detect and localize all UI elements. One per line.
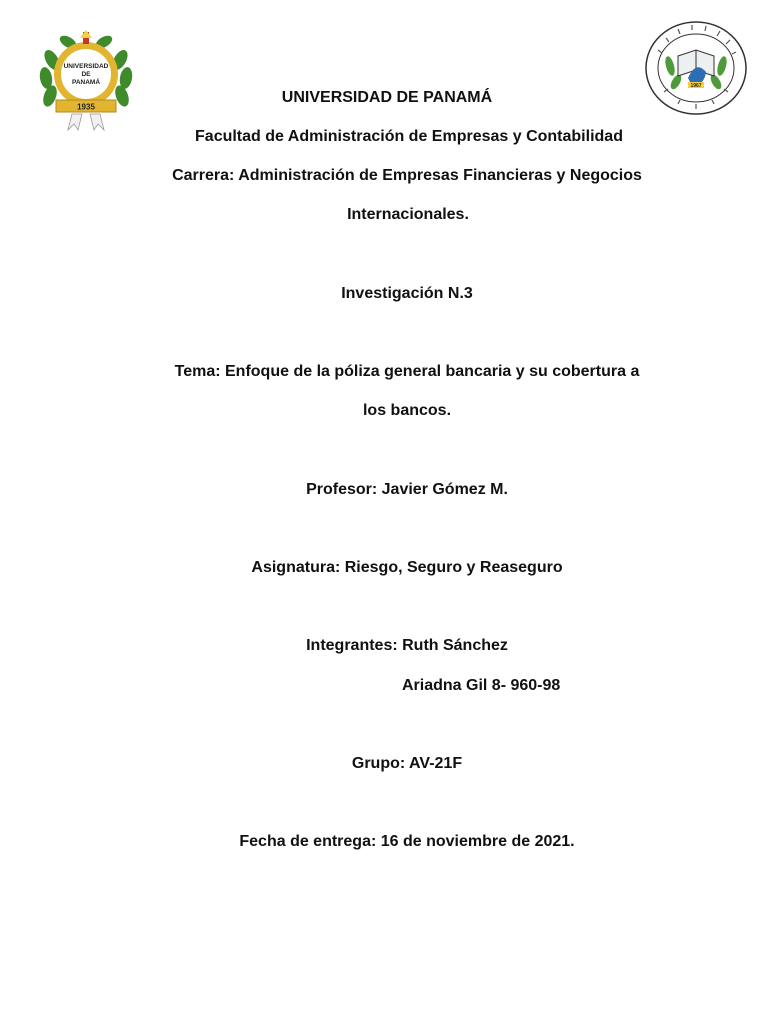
crest-text-line1: UNIVERSIDAD (63, 63, 109, 70)
career-line-1: Carrera: Administración de Empresas Financieras y Negocios (172, 167, 642, 184)
professor: Profesor: Javier Gómez M. (306, 481, 508, 498)
member-2: Ariadna Gil 8- 960-98 (402, 677, 561, 694)
investigation-title: Investigación N.3 (341, 285, 473, 302)
seal-year: 1967 (690, 83, 702, 89)
topic-line-2: los bancos. (362, 402, 452, 419)
group: Grupo: AV-21F (351, 755, 463, 772)
subject: Asignatura: Riesgo, Seguro y Reaseguro (251, 559, 563, 576)
faculty-title: Facultad de Administración de Empresas y Contabilidad (195, 128, 623, 145)
members-line: Integrantes: Ruth Sánchez (306, 637, 508, 654)
university-title: UNIVERSIDAD DE PANAMÁ (281, 89, 493, 106)
crest-year: 1935 (77, 102, 95, 112)
due-date: Fecha de entrega: 16 de noviembre de 2021. (239, 833, 575, 850)
career-line-2: Internacionales. (347, 206, 469, 223)
crest-text-line2: DE (81, 71, 91, 78)
topic-line-1: Tema: Enfoque de la póliza general bancaria y su cobertura a (174, 363, 640, 380)
university-crest-icon (38, 30, 134, 134)
crest-text-line3: PANAMÁ (71, 79, 101, 86)
